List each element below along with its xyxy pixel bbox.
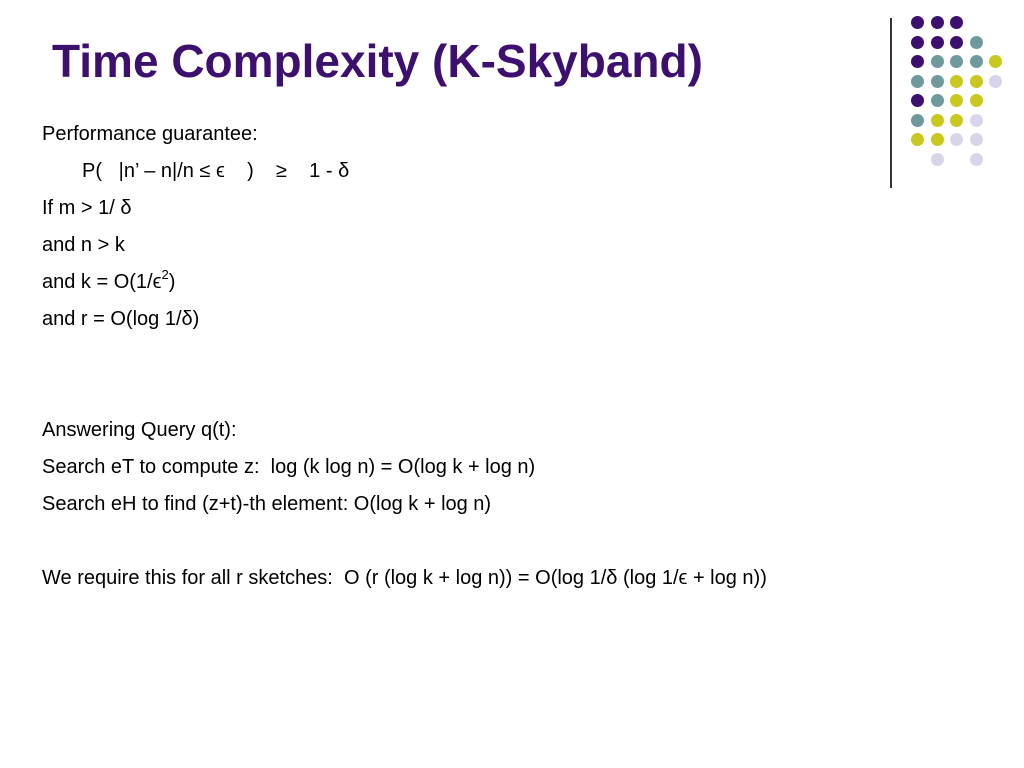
decorative-dot-teal [950,55,963,68]
condition-k-suffix: ) [168,271,176,293]
slide-body [42,116,1002,597]
decorative-dot-purple [911,55,924,68]
decorative-dot-yellow [970,94,983,107]
decorative-dot-teal [911,75,924,88]
decorative-dot-purple [931,36,944,49]
decorative-dot-purple [911,16,924,29]
decorative-dot-teal [970,36,983,49]
decorative-dot-yellow [950,94,963,107]
spacer [42,523,1002,560]
slide-title: Time Complexity (K-Skyband) [52,35,703,87]
decorative-dot-teal [931,94,944,107]
decorative-dot-teal [931,55,944,68]
condition-n: and n > k [42,234,125,256]
decorative-dot-purple [950,36,963,49]
condition-m: If m > 1/ δ [42,197,132,219]
conclusion-text: We require this for all r sketches: O (r (log k + log n)) = O(log 1/δ (log 1/ϵ + log n)) [42,567,767,589]
condition-k-exponent: 2 [161,267,169,283]
decorative-dot-teal [931,75,944,88]
query-heading: Answering Query q(t): [42,419,237,441]
condition-r: and r = O(log 1/δ) [42,308,200,330]
condition-k-prefix: and k = O(1/ϵ [42,271,162,293]
spacer [42,338,1002,375]
spacer [42,375,1002,412]
decorative-dot-yellow [989,55,1002,68]
decorative-dot-purple [911,94,924,107]
decorative-dot-lavender [989,75,1002,88]
decorative-dot-purple [911,36,924,49]
decorative-dot-yellow [950,75,963,88]
decorative-dot-yellow [970,75,983,88]
decorative-dot-purple [950,16,963,29]
probability-formula: P( |n’ – n|/n ≤ ϵ ) ≥ 1 - δ [82,160,350,182]
decorative-dot-purple [931,16,944,29]
condition-k [42,264,1002,301]
performance-heading: Performance guarantee: [42,123,258,145]
query-step-eh: Search eH to find (z+t)-th element: O(log k + log n) [42,493,492,515]
query-step-et: Search eT to compute z: log (k log n) = O(log k + log n) [42,456,536,478]
decorative-dot-teal [970,55,983,68]
